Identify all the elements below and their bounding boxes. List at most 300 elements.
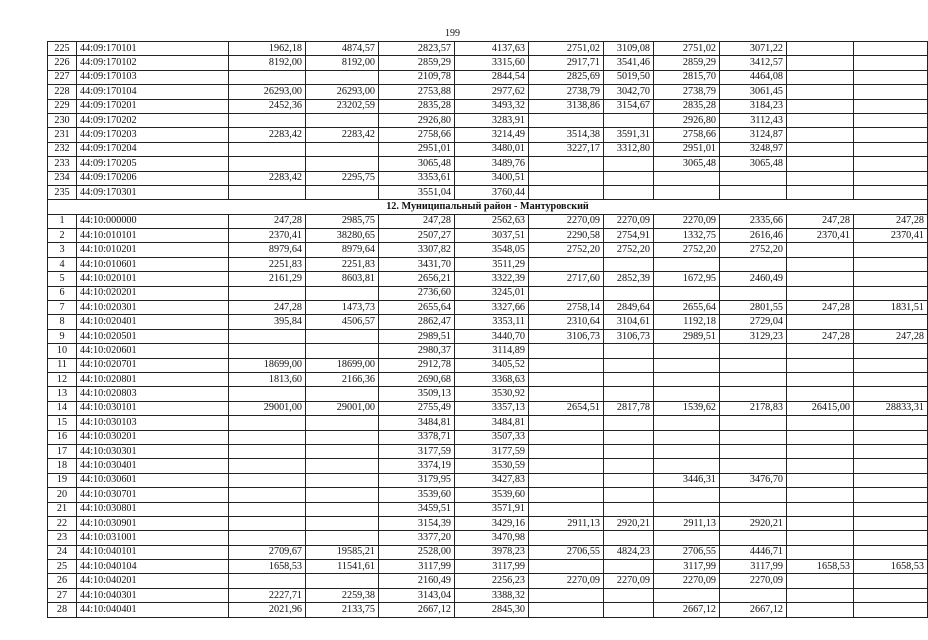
table-row (48, 387, 928, 401)
table-row (48, 214, 928, 228)
table-row (48, 502, 928, 516)
table-row (48, 142, 928, 156)
table-row (48, 257, 928, 271)
value-cell: 2926,80 (379, 113, 455, 127)
value-cell (654, 286, 720, 300)
value-cell (529, 588, 604, 602)
value-cell (529, 185, 604, 199)
value-cell (654, 531, 720, 545)
value-cell: 2690,68 (379, 372, 455, 386)
value-cell: 28833,31 (854, 401, 928, 415)
value-cell (654, 502, 720, 516)
value-cell: 1962,18 (229, 42, 306, 56)
page-number: 199 (445, 28, 460, 39)
value-cell: 2758,14 (529, 301, 604, 315)
value-cell (720, 387, 787, 401)
row-number-cell: 28 (48, 603, 77, 617)
value-cell: 3248,97 (720, 142, 787, 156)
value-cell: 3405,52 (455, 358, 529, 372)
row-number-cell: 25 (48, 560, 77, 574)
value-cell (306, 459, 379, 473)
cadastral-code-cell: 44:10:030301 (77, 444, 229, 458)
value-cell (654, 416, 720, 430)
value-cell: 3378,71 (379, 430, 455, 444)
value-cell: 3480,01 (455, 142, 529, 156)
value-cell (854, 545, 928, 559)
value-cell: 2021,96 (229, 603, 306, 617)
value-cell (787, 315, 854, 329)
value-cell (787, 56, 854, 70)
value-cell: 3374,19 (379, 459, 455, 473)
value-cell (854, 128, 928, 142)
value-cell: 3143,04 (379, 588, 455, 602)
value-cell (854, 473, 928, 487)
value-cell: 3470,98 (455, 531, 529, 545)
value-cell: 2166,36 (306, 372, 379, 386)
value-cell (854, 157, 928, 171)
value-cell: 4446,71 (720, 545, 787, 559)
value-cell: 4137,63 (455, 42, 529, 56)
value-cell: 2335,66 (720, 214, 787, 228)
value-cell: 2270,09 (654, 214, 720, 228)
table-row (48, 372, 928, 386)
value-cell (306, 157, 379, 171)
value-cell (604, 257, 654, 271)
value-cell: 2985,75 (306, 214, 379, 228)
value-cell: 2370,41 (229, 229, 306, 243)
value-cell (787, 358, 854, 372)
value-cell (529, 502, 604, 516)
cadastral-code-cell: 44:10:010201 (77, 243, 229, 257)
value-cell (229, 157, 306, 171)
value-cell: 3541,46 (604, 56, 654, 70)
value-cell: 3245,01 (455, 286, 529, 300)
value-cell: 3484,81 (379, 416, 455, 430)
value-cell: 1332,75 (654, 229, 720, 243)
value-cell (787, 416, 854, 430)
value-cell (787, 459, 854, 473)
value-cell: 3117,99 (654, 560, 720, 574)
value-cell: 2270,09 (529, 574, 604, 588)
value-cell: 29001,00 (229, 401, 306, 415)
value-cell (787, 257, 854, 271)
value-cell: 1192,18 (654, 315, 720, 329)
value-cell: 3446,31 (654, 473, 720, 487)
value-cell: 2736,60 (379, 286, 455, 300)
row-number-cell: 5 (48, 272, 77, 286)
value-cell (854, 272, 928, 286)
value-cell (854, 387, 928, 401)
value-cell (854, 516, 928, 530)
value-cell: 247,28 (787, 301, 854, 315)
value-cell: 2259,38 (306, 588, 379, 602)
cadastral-code-cell: 44:10:030701 (77, 488, 229, 502)
value-cell (720, 257, 787, 271)
value-cell (787, 603, 854, 617)
value-cell: 2507,27 (379, 229, 455, 243)
value-cell: 3283,91 (455, 113, 529, 127)
value-cell (229, 488, 306, 502)
value-cell (229, 531, 306, 545)
value-cell: 1813,60 (229, 372, 306, 386)
value-cell: 3509,13 (379, 387, 455, 401)
value-cell: 3551,04 (379, 185, 455, 199)
row-number-cell: 6 (48, 286, 77, 300)
value-cell (854, 459, 928, 473)
value-cell: 3129,23 (720, 329, 787, 343)
value-cell (229, 430, 306, 444)
value-cell (604, 603, 654, 617)
value-cell: 2754,91 (604, 229, 654, 243)
value-cell (229, 444, 306, 458)
row-number-cell: 229 (48, 99, 77, 113)
value-cell (306, 502, 379, 516)
value-cell: 2160,49 (379, 574, 455, 588)
row-number-cell: 19 (48, 473, 77, 487)
cadastral-code-cell: 44:10:020101 (77, 272, 229, 286)
row-number-cell: 228 (48, 85, 77, 99)
value-cell (604, 416, 654, 430)
table-row (48, 85, 928, 99)
value-cell (854, 42, 928, 56)
table-row (48, 301, 928, 315)
value-cell: 2706,55 (654, 545, 720, 559)
value-cell (229, 502, 306, 516)
value-cell: 2817,78 (604, 401, 654, 415)
value-cell: 2920,21 (720, 516, 787, 530)
value-cell: 3312,80 (604, 142, 654, 156)
row-number-cell: 230 (48, 113, 77, 127)
value-cell (654, 488, 720, 502)
value-cell: 2753,88 (379, 85, 455, 99)
table-row (48, 70, 928, 84)
cadastral-code-cell: 44:09:170103 (77, 70, 229, 84)
table-row (48, 344, 928, 358)
value-cell: 2562,63 (455, 214, 529, 228)
value-cell: 2859,29 (654, 56, 720, 70)
cadastral-code-cell: 44:10:030901 (77, 516, 229, 530)
table-row (48, 401, 928, 415)
table-row (48, 315, 928, 329)
value-cell (306, 142, 379, 156)
value-cell: 2654,51 (529, 401, 604, 415)
cadastral-code-cell: 44:09:170101 (77, 42, 229, 56)
value-cell (229, 286, 306, 300)
value-cell (604, 344, 654, 358)
cadastral-code-cell: 44:10:020701 (77, 358, 229, 372)
value-cell (787, 588, 854, 602)
table-row (48, 545, 928, 559)
cadastral-code-cell: 44:10:030601 (77, 473, 229, 487)
cadastral-code-cell: 44:10:010101 (77, 229, 229, 243)
value-cell: 3184,23 (720, 99, 787, 113)
cadastral-code-cell: 44:10:040301 (77, 588, 229, 602)
value-cell (854, 574, 928, 588)
value-cell (229, 329, 306, 343)
value-cell (654, 171, 720, 185)
value-cell (854, 531, 928, 545)
value-cell (529, 157, 604, 171)
value-cell: 3037,51 (455, 229, 529, 243)
value-cell: 8603,81 (306, 272, 379, 286)
row-number-cell: 233 (48, 157, 77, 171)
value-cell (529, 286, 604, 300)
value-cell (720, 502, 787, 516)
value-cell (604, 488, 654, 502)
value-cell: 2989,51 (654, 329, 720, 343)
value-cell: 8192,00 (229, 56, 306, 70)
value-cell: 3514,38 (529, 128, 604, 142)
value-cell: 3154,39 (379, 516, 455, 530)
cadastral-code-cell: 44:10:020801 (77, 372, 229, 386)
row-number-cell: 231 (48, 128, 77, 142)
table-row (48, 416, 928, 430)
cadastral-code-cell: 44:09:170203 (77, 128, 229, 142)
value-cell: 2295,75 (306, 171, 379, 185)
value-cell: 3431,70 (379, 257, 455, 271)
value-cell (720, 344, 787, 358)
table-row (48, 286, 928, 300)
value-cell (720, 488, 787, 502)
value-cell (854, 488, 928, 502)
table-row (48, 531, 928, 545)
table-row (48, 272, 928, 286)
row-number-cell: 9 (48, 329, 77, 343)
value-cell (529, 473, 604, 487)
value-cell (787, 157, 854, 171)
value-cell (787, 574, 854, 588)
value-cell: 3061,45 (720, 85, 787, 99)
value-cell: 2752,20 (529, 243, 604, 257)
value-cell: 2655,64 (379, 301, 455, 315)
value-cell: 2815,70 (654, 70, 720, 84)
value-cell (604, 531, 654, 545)
value-cell: 3117,99 (720, 560, 787, 574)
value-cell: 2755,49 (379, 401, 455, 415)
value-cell: 3214,49 (455, 128, 529, 142)
section-title: 12. Муниципальный район - Мантуровский (48, 200, 928, 214)
cadastral-code-cell: 44:10:030101 (77, 401, 229, 415)
value-cell: 3507,33 (455, 430, 529, 444)
value-cell: 3177,59 (455, 444, 529, 458)
value-cell (604, 185, 654, 199)
value-cell: 2729,04 (720, 315, 787, 329)
cadastral-code-cell: 44:10:000000 (77, 214, 229, 228)
table-body-before (48, 42, 928, 200)
row-number-cell: 23 (48, 531, 77, 545)
value-cell (787, 128, 854, 142)
value-cell (306, 70, 379, 84)
cadastral-code-cell: 44:10:040201 (77, 574, 229, 588)
value-cell (654, 459, 720, 473)
value-cell: 4874,57 (306, 42, 379, 56)
value-cell: 3368,63 (455, 372, 529, 386)
value-cell: 3117,99 (379, 560, 455, 574)
table-row (48, 574, 928, 588)
value-cell: 3065,48 (654, 157, 720, 171)
value-cell: 2667,12 (654, 603, 720, 617)
value-cell (854, 257, 928, 271)
value-cell (787, 142, 854, 156)
cadastral-code-cell: 44:09:170205 (77, 157, 229, 171)
value-cell: 2977,62 (455, 85, 529, 99)
value-cell (529, 171, 604, 185)
table-row (48, 430, 928, 444)
value-cell (854, 588, 928, 602)
value-cell: 1831,51 (854, 301, 928, 315)
cadastral-code-cell: 44:10:030801 (77, 502, 229, 516)
value-cell (604, 372, 654, 386)
value-cell: 2738,79 (654, 85, 720, 99)
section-header-group (48, 200, 928, 214)
value-cell (787, 531, 854, 545)
value-cell (787, 502, 854, 516)
value-cell (854, 444, 928, 458)
value-cell: 4464,08 (720, 70, 787, 84)
value-cell: 2270,09 (529, 214, 604, 228)
table-row (48, 128, 928, 142)
value-cell (529, 358, 604, 372)
section-header-row (48, 200, 928, 214)
table-row (48, 488, 928, 502)
value-cell (720, 171, 787, 185)
value-cell (854, 113, 928, 127)
value-cell (720, 416, 787, 430)
value-cell (787, 185, 854, 199)
row-number-cell: 15 (48, 416, 77, 430)
value-cell: 2849,64 (604, 301, 654, 315)
value-cell (854, 315, 928, 329)
row-number-cell: 21 (48, 502, 77, 516)
value-cell: 3548,05 (455, 243, 529, 257)
table-row (48, 56, 928, 70)
value-cell: 2667,12 (720, 603, 787, 617)
value-cell (787, 473, 854, 487)
row-number-cell: 10 (48, 344, 77, 358)
value-cell: 26293,00 (229, 85, 306, 99)
row-number-cell: 225 (48, 42, 77, 56)
row-number-cell: 235 (48, 185, 77, 199)
table-row (48, 588, 928, 602)
value-cell: 3353,61 (379, 171, 455, 185)
value-cell (787, 344, 854, 358)
value-cell: 3179,95 (379, 473, 455, 487)
value-cell: 2251,83 (306, 257, 379, 271)
value-cell: 3117,99 (455, 560, 529, 574)
value-cell (787, 286, 854, 300)
value-cell: 2655,64 (654, 301, 720, 315)
value-cell (720, 531, 787, 545)
value-cell (604, 502, 654, 516)
table-row (48, 185, 928, 199)
value-cell: 3427,83 (455, 473, 529, 487)
value-cell (604, 157, 654, 171)
value-cell (720, 358, 787, 372)
value-cell: 2283,42 (229, 128, 306, 142)
value-cell: 2667,12 (379, 603, 455, 617)
value-cell: 2852,39 (604, 272, 654, 286)
value-cell: 2133,75 (306, 603, 379, 617)
value-cell: 3539,60 (379, 488, 455, 502)
row-number-cell: 27 (48, 588, 77, 602)
value-cell: 3154,67 (604, 99, 654, 113)
value-cell (787, 171, 854, 185)
value-cell (854, 99, 928, 113)
value-cell: 2452,36 (229, 99, 306, 113)
value-cell (306, 185, 379, 199)
table-row (48, 358, 928, 372)
value-cell: 2844,54 (455, 70, 529, 84)
value-cell: 3493,32 (455, 99, 529, 113)
value-cell: 2912,78 (379, 358, 455, 372)
value-cell: 3484,81 (455, 416, 529, 430)
value-cell (720, 286, 787, 300)
cadastral-code-cell: 44:10:030201 (77, 430, 229, 444)
value-cell (604, 286, 654, 300)
value-cell (720, 430, 787, 444)
value-cell (854, 56, 928, 70)
value-cell: 3109,08 (604, 42, 654, 56)
value-cell (654, 588, 720, 602)
cadastral-code-cell: 44:10:020401 (77, 315, 229, 329)
row-number-cell: 232 (48, 142, 77, 156)
table-row (48, 516, 928, 530)
value-cell (787, 243, 854, 257)
value-cell: 2859,29 (379, 56, 455, 70)
value-cell: 2751,02 (654, 42, 720, 56)
value-cell (306, 387, 379, 401)
cadastral-code-cell: 44:09:170204 (77, 142, 229, 156)
value-cell (529, 444, 604, 458)
row-number-cell: 3 (48, 243, 77, 257)
cadastral-code-cell: 44:09:170206 (77, 171, 229, 185)
value-cell: 3327,66 (455, 301, 529, 315)
value-cell (229, 516, 306, 530)
cadastral-code-cell: 44:09:170102 (77, 56, 229, 70)
cadastral-code-cell: 44:10:031001 (77, 531, 229, 545)
value-cell (854, 171, 928, 185)
cadastral-code-cell: 44:09:170301 (77, 185, 229, 199)
cadastral-code-cell: 44:09:170201 (77, 99, 229, 113)
value-cell: 2656,21 (379, 272, 455, 286)
value-cell: 11541,61 (306, 560, 379, 574)
value-cell: 2616,46 (720, 229, 787, 243)
table-row (48, 42, 928, 56)
cadastral-code-cell: 44:10:040401 (77, 603, 229, 617)
row-number-cell: 12 (48, 372, 77, 386)
value-cell (529, 372, 604, 386)
value-cell: 8979,64 (306, 243, 379, 257)
value-cell (529, 603, 604, 617)
table-row (48, 560, 928, 574)
value-cell (604, 387, 654, 401)
value-cell (229, 574, 306, 588)
value-cell (529, 113, 604, 127)
value-cell: 2460,49 (720, 272, 787, 286)
value-cell: 3429,16 (455, 516, 529, 530)
row-number-cell: 26 (48, 574, 77, 588)
value-cell (654, 358, 720, 372)
value-cell: 2862,47 (379, 315, 455, 329)
value-cell: 5019,50 (604, 70, 654, 84)
value-cell (720, 372, 787, 386)
value-cell: 3124,87 (720, 128, 787, 142)
row-number-cell: 20 (48, 488, 77, 502)
value-cell: 2751,02 (529, 42, 604, 56)
row-number-cell: 18 (48, 459, 77, 473)
value-cell (604, 171, 654, 185)
value-cell (654, 257, 720, 271)
